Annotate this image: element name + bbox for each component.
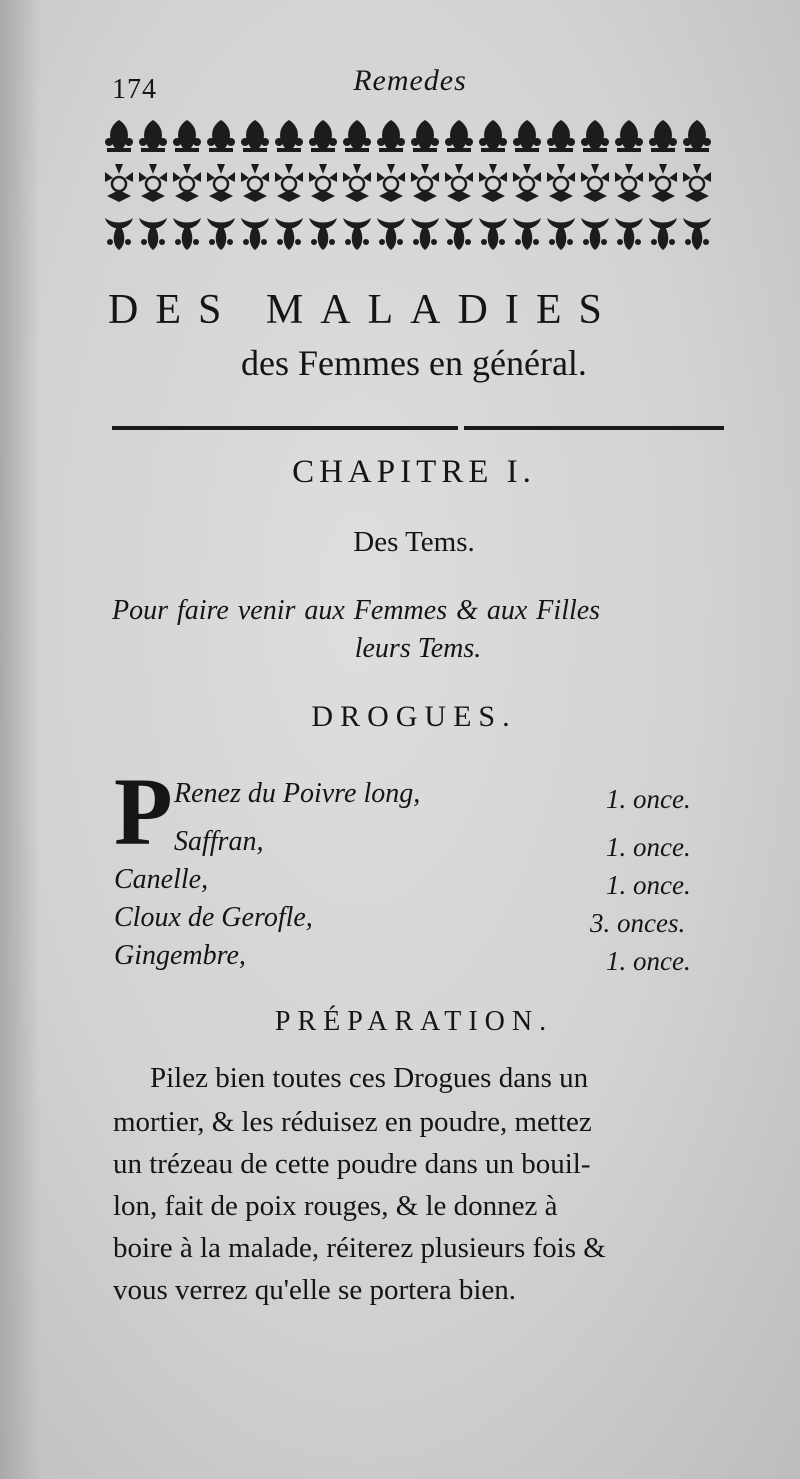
page-number: 174	[112, 74, 157, 105]
preparation-heading: PRÉPARATION.	[274, 1006, 554, 1037]
ingredient-quantity: 1. once.	[606, 784, 691, 814]
section-heading: Des Tems.	[353, 526, 475, 558]
ingredient-name: Gingembre,	[114, 940, 246, 971]
ingredient-quantity: 1. once.	[606, 946, 691, 976]
ingredient-name: Renez du Poivre long,	[174, 778, 421, 809]
recipe-title	[112, 592, 724, 668]
drugs-heading: DROGUES.	[311, 700, 517, 733]
ingredient-name: Cloux de Gerofle,	[114, 902, 313, 933]
preparation-text-line: lon, fait de poix rouges, & le donnez à	[113, 1190, 558, 1222]
preparation-text-line: un trézeau de cette poudre dans un bouil-	[113, 1148, 591, 1180]
ingredient-name: Saffran,	[174, 826, 264, 857]
chapter-heading: CHAPITRE I.	[292, 454, 536, 490]
subtitle: des Femmes en général.	[241, 343, 587, 383]
divider-rule-right	[464, 426, 724, 430]
ingredient-quantity: 3. onces.	[590, 908, 686, 938]
preparation-text-line: vous verrez qu'elle se portera bien.	[113, 1274, 516, 1306]
running-head: Remedes	[353, 64, 467, 97]
recipe-title-line-2: leurs Tems.	[354, 633, 482, 664]
preparation-text-line: mortier, & les réduisez en poudre, mettez	[113, 1106, 592, 1138]
ingredient-quantity: 1. once.	[606, 870, 691, 900]
ingredient-quantity: 1. once.	[606, 832, 691, 862]
divider-rule-left	[112, 426, 458, 430]
page-edge-shadow	[0, 0, 40, 1479]
preparation-text-line: Pilez bien toutes ces Drogues dans un	[150, 1062, 589, 1094]
preparation-text-line: boire à la malade, réiterez plusieurs fois &	[113, 1232, 606, 1264]
main-title: DES MALADIES	[108, 287, 619, 333]
drop-cap: P	[114, 758, 173, 865]
decorative-ornament-band	[105, 112, 717, 254]
recipe-title-line-1: Pour faire venir aux Femmes & aux Filles	[112, 595, 601, 626]
ingredient-name: Canelle,	[114, 864, 209, 895]
